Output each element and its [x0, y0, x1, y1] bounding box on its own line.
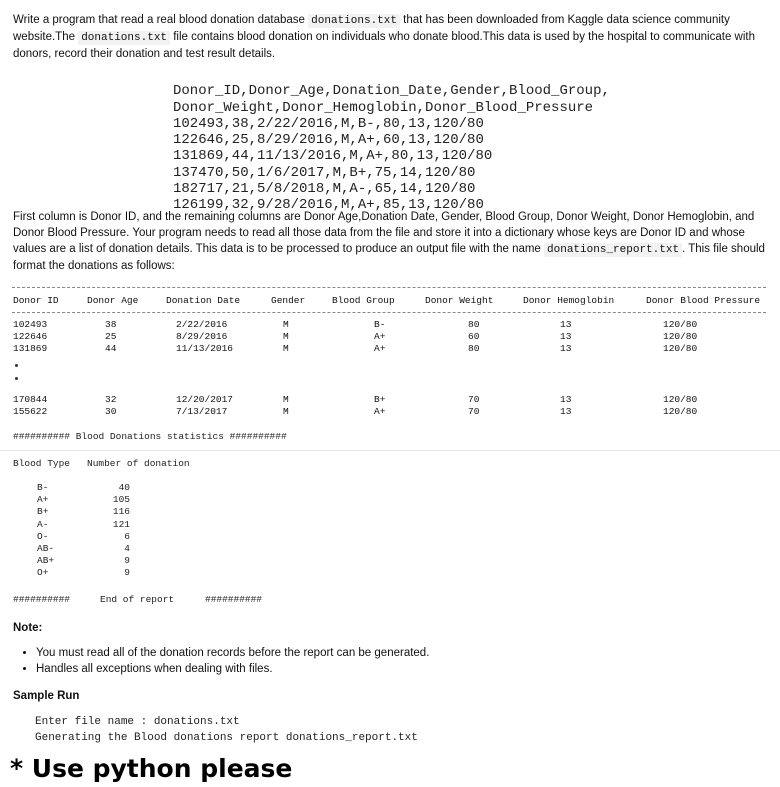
cell-donation-date: 8/29/2016	[176, 331, 228, 342]
cell-donor-weight: 70	[468, 394, 480, 405]
sample-line: Enter file name : donations.txt	[35, 716, 240, 728]
cell-donor-weight: 70	[468, 406, 480, 417]
cell-donor-age: 38	[105, 319, 117, 330]
cell-blood-pressure: 120/80	[663, 406, 698, 417]
intro-paragraph	[13, 12, 765, 62]
stats-count: 9	[124, 567, 130, 579]
header-donor-hemoglobin: Donor Hemoglobin	[523, 295, 615, 306]
report-header-row	[0, 295, 780, 307]
note-item: • You must read all of the donation records before the report can be generated.	[36, 645, 736, 661]
header-donor-age: Donor Age	[87, 295, 139, 306]
csv-line: 122646,25,8/29/2016,M,A+,60,13,120/80	[173, 132, 484, 149]
stats-count: 116	[112, 506, 130, 518]
section-divider	[0, 450, 780, 451]
stats-blood-type: A+	[37, 494, 49, 506]
end-marker-right: ##########	[205, 594, 263, 605]
cell-blood-pressure: 120/80	[663, 394, 698, 405]
csv-line: 126199,32,9/28/2016,M,A+,85,13,120/80	[173, 197, 484, 214]
stats-count: 4	[124, 543, 130, 554]
cell-donation-date: 2/22/2016	[176, 319, 228, 330]
report-row	[0, 406, 780, 418]
cell-donation-date: 12/20/2017	[176, 394, 234, 405]
stats-blood-type: B-	[37, 482, 49, 493]
cell-gender: M	[283, 406, 289, 417]
description-text-2: . This file should format the donations as follows:	[13, 243, 765, 272]
cell-gender: M	[283, 331, 289, 342]
csv-sample	[173, 67, 610, 230]
stats-blood-type: AB-	[37, 543, 55, 554]
cell-blood-pressure: 120/80	[663, 331, 698, 342]
csv-line: Donor_ID,Donor_Age,Donation_Date,Gender,Blood_Group,	[173, 83, 610, 100]
stats-title: ########## Blood Donations statistics ##########	[13, 431, 287, 442]
stats-count: 6	[124, 530, 130, 542]
header-gender: Gender	[271, 295, 306, 306]
header-blood-group: Blood Group	[332, 295, 395, 306]
cell-donor-age: 30	[105, 406, 117, 417]
cell-blood-group: A+	[374, 406, 386, 417]
note-title: Note:	[13, 622, 43, 634]
intro-text-3: file contains blood donation on individuals who donate blood.This data is used by the hospital to communicate with donors, record their donation and test result details.	[13, 31, 755, 60]
cell-donor-hemoglobin: 13	[560, 406, 572, 417]
description-paragraph	[13, 209, 765, 274]
cell-donor-id: 122646	[13, 331, 48, 342]
inline-filename: donations.txt	[78, 31, 170, 45]
cell-donor-hemoglobin: 13	[560, 394, 572, 405]
stats-blood-type: O+	[37, 567, 49, 579]
ellipsis-dot	[15, 377, 18, 380]
report-row	[0, 331, 780, 343]
cell-donation-date: 11/13/2016	[176, 343, 234, 354]
stats-blood-type: B+	[37, 506, 49, 518]
sample-run-title: Sample Run	[13, 690, 80, 702]
stats-count: 40	[118, 482, 130, 493]
header-donor-id: Donor ID	[13, 295, 59, 306]
cell-donation-date: 7/13/2017	[176, 406, 228, 417]
cell-donor-age: 44	[105, 343, 117, 354]
cell-donor-weight: 60	[468, 331, 480, 342]
cell-gender: M	[283, 343, 289, 354]
cell-donor-id: 170844	[13, 394, 48, 405]
cell-blood-group: B-	[374, 319, 386, 330]
description-text-1: First column is Donor ID, and the remaining columns are Donor Age,Donation Date, Gender, Blood Group, Donor Weight, Donor Hemoglobin, and Donor Blood Pressure. Your program needs to read all those data from the file and store it into a dictionary whose keys are Donor ID and whose values are a list of donation details. This data is to be processed to produce an output file with the name	[13, 211, 755, 255]
intro-text-1: Write a program that read a real blood donation database	[13, 14, 309, 26]
csv-line: 137470,50,1/6/2017,M,B+,75,14,120/80	[173, 164, 476, 181]
report-row	[0, 394, 780, 406]
cell-donor-age: 25	[105, 331, 117, 342]
header-blood-pressure: Donor Blood Pressure	[646, 295, 761, 306]
report-row	[0, 319, 780, 331]
report-divider	[12, 287, 766, 288]
cell-blood-group: B+	[374, 394, 386, 405]
stats-count: 105	[112, 494, 130, 506]
sample-line: Generating the Blood donations report donations_report.txt	[35, 732, 418, 744]
cell-donor-id: 131869	[13, 343, 48, 354]
end-of-report: End of report	[100, 594, 175, 605]
csv-line: 131869,44,11/13/2016,M,A+,80,13,120/80	[173, 148, 493, 165]
cell-gender: M	[283, 319, 289, 330]
note-list	[20, 645, 736, 677]
stats-blood-type: A-	[37, 518, 49, 530]
cell-blood-group: A+	[374, 331, 386, 342]
cell-donor-hemoglobin: 13	[560, 331, 572, 342]
stats-count: 121	[112, 518, 130, 530]
csv-line: 182717,21,5/8/2018,M,A-,65,14,120/80	[173, 181, 476, 198]
cell-blood-pressure: 120/80	[663, 343, 698, 354]
csv-line: 102493,38,2/22/2016,M,B-,80,13,120/80	[173, 115, 484, 132]
inline-filename: donations_report.txt	[544, 243, 682, 257]
cell-donor-id: 102493	[13, 319, 48, 330]
python-request: * Use python please	[10, 754, 293, 783]
stats-blood-type: AB+	[37, 555, 55, 567]
cell-donor-hemoglobin: 13	[560, 319, 572, 330]
inline-filename: donations.txt	[308, 14, 400, 28]
csv-line: Donor_Weight,Donor_Hemoglobin,Donor_Blood_Pressure	[173, 99, 594, 116]
cell-donor-weight: 80	[468, 343, 480, 354]
cell-blood-group: A+	[374, 343, 386, 354]
cell-donor-id: 155622	[13, 406, 48, 417]
cell-blood-pressure: 120/80	[663, 319, 698, 330]
stats-blood-type: O-	[37, 530, 49, 542]
header-donation-date: Donation Date	[166, 295, 241, 306]
report-divider	[12, 312, 766, 313]
note-item: • Handles all exceptions when dealing with files.	[36, 661, 736, 677]
cell-donor-weight: 80	[468, 319, 480, 330]
header-donor-weight: Donor Weight	[425, 295, 494, 306]
end-marker-left: ##########	[13, 594, 71, 605]
stats-count: 9	[124, 555, 130, 567]
cell-donor-hemoglobin: 13	[560, 343, 572, 354]
cell-donor-age: 32	[105, 394, 117, 405]
cell-gender: M	[283, 394, 289, 405]
intro-text-2: that has been downloaded from Kaggle data science community website.The	[13, 14, 730, 43]
stats-header-count: Number of donation	[87, 458, 190, 469]
stats-header-blood-type: Blood Type	[13, 458, 71, 469]
report-row	[0, 343, 780, 355]
ellipsis-dot	[15, 364, 18, 367]
